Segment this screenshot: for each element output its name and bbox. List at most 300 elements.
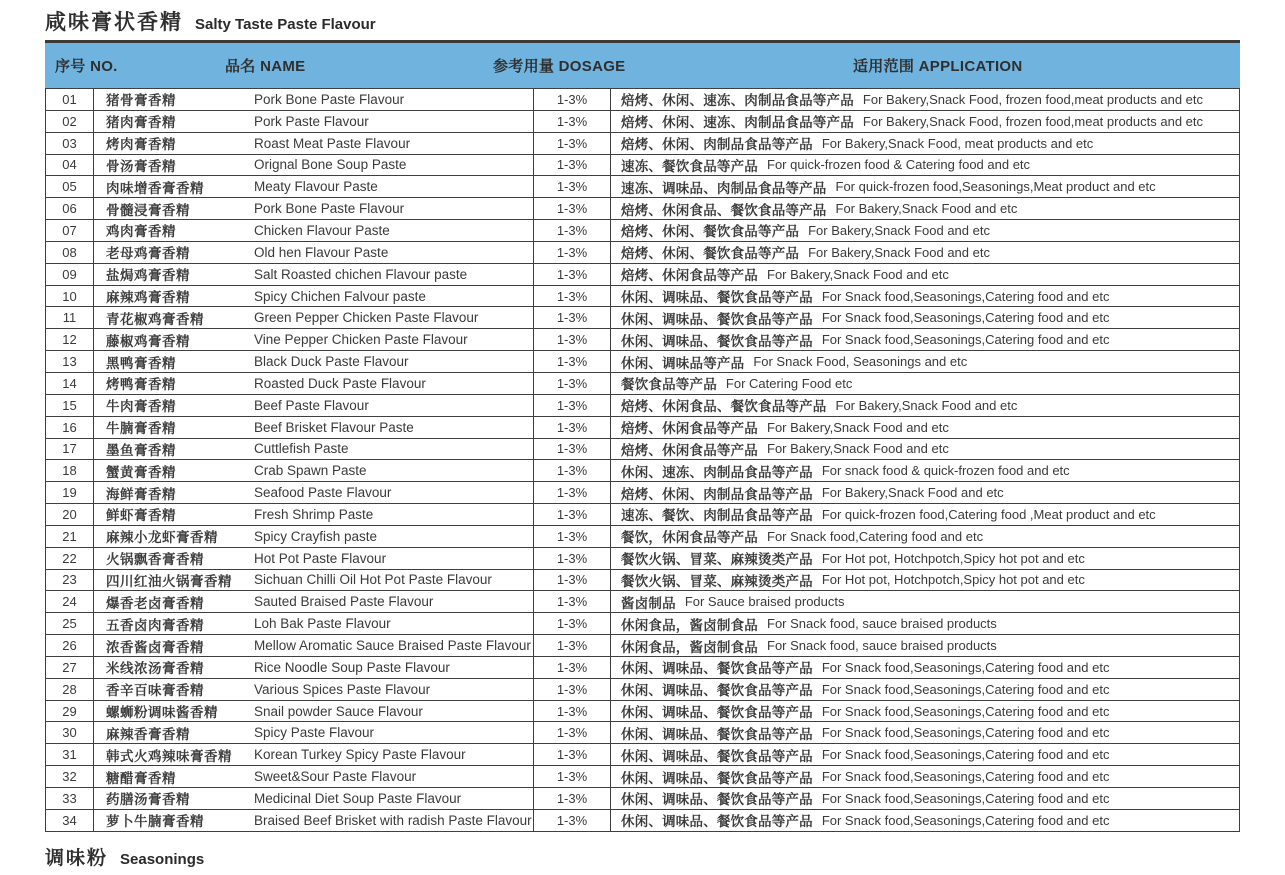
application-en: For Snack food,Seasonings,Catering food and etc: [821, 747, 1110, 763]
product-name-en: Rice Noodle Soup Paste Flavour: [254, 659, 450, 675]
application-zh: 休闲、速冻、肉制品食品等产品: [621, 464, 813, 480]
product-name-en: Pork Bone Paste Flavour: [254, 201, 405, 217]
row-number: 24: [46, 591, 94, 612]
product-name-en: Pork Paste Flavour: [254, 113, 369, 129]
product-name-en: Spicy Chichen Falvour paste: [254, 288, 426, 304]
product-name-en: Snail powder Sauce Flavour: [254, 703, 423, 719]
application-zh: 休闲食品，酱卤制食品: [621, 639, 758, 655]
next-section-title-en: Seasonings: [120, 851, 205, 868]
table-row: [46, 220, 1239, 242]
product-name-cell: [94, 504, 534, 525]
application-cell: [611, 722, 1239, 743]
product-name-cell: [94, 133, 534, 154]
application-cell: [611, 635, 1239, 656]
application-en: For Snack food,Seasonings,Catering food and etc: [821, 790, 1110, 806]
application-cell: [611, 111, 1239, 132]
application-en: For Snack food, sauce braised products: [767, 638, 997, 654]
application-en: For Bakery,Snack Food and etc: [808, 222, 990, 238]
application-zh: 休闲、调味品、餐饮食品等产品: [621, 726, 813, 742]
application-zh: 焙烤、休闲、肉制品食品等产品: [621, 486, 813, 502]
application-zh: 餐饮，休闲食品等产品: [621, 530, 758, 546]
product-name-zh: 米线浓汤膏香精: [106, 661, 204, 677]
product-name-zh: 鲜虾膏香精: [106, 508, 176, 524]
product-name-en: Salt Roasted chichen Flavour paste: [254, 266, 468, 282]
application-en: For Bakery,Snack Food and etc: [821, 485, 1004, 501]
table-row: [46, 242, 1239, 264]
product-name-en: Meaty Flavour Paste: [254, 179, 378, 195]
application-en: For quick-frozen food,Catering food ,Meat product and etc: [821, 506, 1156, 522]
row-number: 21: [46, 526, 94, 547]
row-number: 31: [46, 744, 94, 765]
product-name-en: Seafood Paste Flavour: [254, 485, 392, 501]
table-row: [46, 679, 1239, 701]
product-name-cell: [94, 701, 534, 722]
product-name-en: Braised Beef Brisket with radish Paste Flavour: [254, 812, 532, 828]
row-number: 08: [46, 242, 94, 263]
application-cell: [611, 591, 1239, 612]
product-name-en: Various Spices Paste Flavour: [254, 681, 431, 697]
application-cell: [611, 417, 1239, 438]
row-number: 28: [46, 679, 94, 700]
table-row: [46, 613, 1239, 635]
table-row: [46, 111, 1239, 133]
application-zh: 速冻、餐饮、肉制品食品等产品: [621, 508, 813, 524]
application-en: For Bakery,Snack Food, frozen food,meat products and etc: [862, 113, 1204, 129]
dosage-value: 1-3%: [534, 548, 611, 569]
product-name-cell: [94, 657, 534, 678]
application-en: For Hot pot, Hotchpotch,Spicy hot pot and etc: [821, 550, 1085, 566]
row-number: 15: [46, 395, 94, 416]
table-row: [46, 176, 1239, 198]
product-name-cell: [94, 570, 534, 591]
application-cell: [611, 548, 1239, 569]
product-name-cell: [94, 220, 534, 241]
product-name-zh: 螺蛳粉调味酱香精: [106, 705, 218, 721]
product-name-en: Green Pepper Chicken Paste Flavour: [254, 310, 479, 326]
dosage-value: 1-3%: [534, 351, 611, 372]
application-cell: [611, 744, 1239, 765]
next-section-title-zh: 调味粉: [45, 848, 109, 869]
dosage-value: 1-3%: [534, 766, 611, 787]
application-zh: 焙烤、休闲、速冻、肉制品食品等产品: [621, 93, 854, 109]
product-name-cell: [94, 155, 534, 176]
application-zh: 休闲食品，酱卤制食品: [621, 617, 758, 633]
product-name-cell: [94, 679, 534, 700]
product-name-en: Loh Bak Paste Flavour: [254, 616, 391, 632]
row-number: 19: [46, 482, 94, 503]
application-en: For Snack food,Seasonings,Catering food and etc: [821, 725, 1110, 741]
dosage-value: 1-3%: [534, 460, 611, 481]
table-row: [46, 395, 1239, 417]
application-en: For Snack food,Catering food and etc: [767, 528, 984, 544]
product-name-zh: 药膳汤膏香精: [106, 792, 190, 808]
product-name-zh: 猪骨膏香精: [106, 93, 176, 109]
product-name-en: Vine Pepper Chicken Paste Flavour: [254, 332, 468, 348]
product-name-cell: [94, 744, 534, 765]
product-name-zh: 韩式火鸡辣味膏香精: [106, 748, 232, 764]
product-name-zh: 青花椒鸡膏香精: [106, 311, 204, 327]
application-zh: 休闲、调味品、餐饮食品等产品: [621, 290, 813, 306]
product-name-zh: 骨髓浸膏香精: [106, 202, 190, 218]
table-row: [46, 591, 1239, 613]
application-zh: 焙烤、休闲、餐饮食品等产品: [621, 224, 800, 240]
application-en: For Snack food,Seasonings,Catering food and etc: [821, 659, 1110, 675]
page-title: [45, 6, 376, 36]
application-zh: 焙烤、休闲食品等产品: [621, 268, 758, 284]
application-en: For Hot pot, Hotchpotch,Spicy hot pot and etc: [821, 572, 1085, 588]
product-name-cell: [94, 395, 534, 416]
application-cell: [611, 264, 1239, 285]
application-en: For Bakery,Snack Food and etc: [835, 201, 1018, 217]
application-en: For Snack Food, Seasonings and etc: [753, 354, 968, 370]
dosage-value: 1-3%: [534, 744, 611, 765]
application-cell: [611, 351, 1239, 372]
row-number: 20: [46, 504, 94, 525]
product-name-cell: [94, 286, 534, 307]
application-cell: [611, 133, 1239, 154]
product-name-zh: 藤椒鸡膏香精: [106, 333, 190, 349]
product-name-zh: 爆香老卤膏香精: [106, 595, 204, 611]
application-en: For snack food & quick-frozen food and etc: [821, 463, 1070, 479]
application-cell: [611, 373, 1239, 394]
product-name-en: Black Duck Paste Flavour: [254, 354, 409, 370]
table-header: [45, 43, 1240, 88]
product-name-cell: [94, 176, 534, 197]
dosage-value: 1-3%: [534, 198, 611, 219]
application-cell: [611, 526, 1239, 547]
application-cell: [611, 220, 1239, 241]
row-number: 30: [46, 722, 94, 743]
product-name-en: Korean Turkey Spicy Paste Flavour: [254, 747, 466, 763]
product-name-en: Beef Paste Flavour: [254, 397, 369, 413]
application-zh: 休闲、调味品、餐饮食品等产品: [621, 748, 813, 764]
product-name-zh: 烤肉膏香精: [106, 137, 176, 153]
product-name-zh: 牛腩膏香精: [106, 421, 176, 437]
application-cell: [611, 329, 1239, 350]
product-name-cell: [94, 810, 534, 831]
dosage-value: 1-3%: [534, 526, 611, 547]
table-row: [46, 570, 1239, 592]
application-zh: 焙烤、休闲、餐饮食品等产品: [621, 246, 800, 262]
dosage-value: 1-3%: [534, 395, 611, 416]
dosage-value: 1-3%: [534, 329, 611, 350]
application-zh: 休闲、调味品、餐饮食品等产品: [621, 770, 813, 786]
table-row: [46, 810, 1239, 832]
product-name-en: Chicken Flavour Paste: [254, 222, 390, 238]
application-cell: [611, 570, 1239, 591]
product-name-zh: 鸡肉膏香精: [106, 224, 176, 240]
dosage-value: 1-3%: [534, 89, 611, 110]
row-number: 23: [46, 570, 94, 591]
product-name-zh: 麻辣鸡膏香精: [106, 290, 190, 306]
row-number: 05: [46, 176, 94, 197]
product-name-en: Cuttlefish Paste: [254, 441, 349, 457]
product-name-en: Sweet&Sour Paste Flavour: [254, 769, 417, 785]
header-no: 序号 NO.: [55, 58, 118, 75]
product-name-zh: 黑鸭膏香精: [106, 355, 176, 371]
dosage-value: 1-3%: [534, 482, 611, 503]
application-cell: [611, 242, 1239, 263]
product-name-zh: 蟹黄膏香精: [106, 464, 176, 480]
application-zh: 休闲、调味品、餐饮食品等产品: [621, 705, 813, 721]
product-name-zh: 萝卜牛腩膏香精: [106, 814, 204, 830]
dosage-value: 1-3%: [534, 591, 611, 612]
page-title-en: Salty Taste Paste Flavour: [195, 16, 376, 33]
product-name-cell: [94, 766, 534, 787]
row-number: 01: [46, 89, 94, 110]
product-table: [45, 40, 1240, 832]
product-name-zh: 海鲜膏香精: [106, 486, 176, 502]
application-cell: [611, 460, 1239, 481]
product-name-cell: [94, 635, 534, 656]
application-cell: [611, 307, 1239, 328]
dosage-value: 1-3%: [534, 133, 611, 154]
application-en: For Bakery,Snack Food, frozen food,meat products and etc: [862, 91, 1204, 107]
table-row: [46, 286, 1239, 308]
row-number: 17: [46, 439, 94, 460]
row-number: 18: [46, 460, 94, 481]
product-name-en: Roast Meat Paste Flavour: [254, 135, 411, 151]
application-zh: 休闲、调味品、餐饮食品等产品: [621, 333, 813, 349]
table-row: [46, 439, 1239, 461]
application-cell: [611, 766, 1239, 787]
row-number: 06: [46, 198, 94, 219]
table-row: [46, 460, 1239, 482]
application-en: For Snack food,Seasonings,Catering food and etc: [821, 332, 1110, 348]
application-cell: [611, 482, 1239, 503]
product-name-en: Orignal Bone Soup Paste: [254, 157, 407, 173]
dosage-value: 1-3%: [534, 176, 611, 197]
application-zh: 休闲、调味品、餐饮食品等产品: [621, 311, 813, 327]
table-row: [46, 657, 1239, 679]
product-name-en: Crab Spawn Paste: [254, 463, 367, 479]
application-en: For Sauce braised products: [684, 594, 845, 610]
header-application: 适用范围 APPLICATION: [853, 58, 1023, 75]
dosage-value: 1-3%: [534, 635, 611, 656]
product-name-en: Beef Brisket Flavour Paste: [254, 419, 414, 435]
product-name-en: Old hen Flavour Paste: [254, 244, 389, 260]
dosage-value: 1-3%: [534, 657, 611, 678]
product-name-zh: 烤鸭膏香精: [106, 377, 176, 393]
table-row: [46, 482, 1239, 504]
product-name-zh: 火锅飘香膏香精: [106, 552, 204, 568]
product-name-cell: [94, 417, 534, 438]
application-en: For Snack food,Seasonings,Catering food and etc: [821, 812, 1110, 828]
dosage-value: 1-3%: [534, 722, 611, 743]
row-number: 12: [46, 329, 94, 350]
table-row: [46, 744, 1239, 766]
product-name-zh: 糖醋膏香精: [106, 770, 176, 786]
dosage-value: 1-3%: [534, 788, 611, 809]
product-name-zh: 猪肉膏香精: [106, 115, 176, 131]
table-row: [46, 548, 1239, 570]
application-cell: [611, 198, 1239, 219]
row-number: 16: [46, 417, 94, 438]
product-name-en: Pork Bone Paste Flavour: [254, 91, 405, 107]
product-name-cell: [94, 351, 534, 372]
application-en: For Snack food, sauce braised products: [767, 616, 997, 632]
application-en: For Bakery,Snack Food and etc: [835, 397, 1018, 413]
table-row: [46, 133, 1239, 155]
header-name: 品名 NAME: [225, 58, 306, 75]
product-name-zh: 香辛百味膏香精: [106, 683, 204, 699]
application-cell: [611, 679, 1239, 700]
product-name-cell: [94, 613, 534, 634]
table-row: [46, 89, 1239, 111]
row-number: 34: [46, 810, 94, 831]
product-name-cell: [94, 198, 534, 219]
product-name-zh: 五香卤肉膏香精: [106, 617, 204, 633]
product-name-zh: 墨鱼膏香精: [106, 442, 176, 458]
application-zh: 焙烤、休闲食品、餐饮食品等产品: [621, 399, 827, 415]
table-row: [46, 198, 1239, 220]
product-name-cell: [94, 439, 534, 460]
table-row: [46, 329, 1239, 351]
dosage-value: 1-3%: [534, 679, 611, 700]
application-zh: 速冻、餐饮食品等产品: [621, 158, 758, 174]
page-title-zh: 咸味膏状香精: [45, 11, 183, 34]
product-name-en: Mellow Aromatic Sauce Braised Paste Flavour: [254, 638, 531, 654]
row-number: 25: [46, 613, 94, 634]
row-number: 09: [46, 264, 94, 285]
table-row: [46, 307, 1239, 329]
application-zh: 餐饮火锅、冒菜、麻辣烫类产品: [621, 552, 813, 568]
application-cell: [611, 701, 1239, 722]
row-number: 07: [46, 220, 94, 241]
table-row: [46, 788, 1239, 810]
row-number: 26: [46, 635, 94, 656]
row-number: 27: [46, 657, 94, 678]
dosage-value: 1-3%: [534, 220, 611, 241]
application-cell: [611, 89, 1239, 110]
application-zh: 焙烤、休闲食品等产品: [621, 442, 758, 458]
application-en: For Bakery,Snack Food and etc: [767, 419, 949, 435]
product-name-en: Fresh Shrimp Paste: [254, 506, 374, 522]
application-en: For Bakery,Snack Food and etc: [767, 441, 949, 457]
row-number: 33: [46, 788, 94, 809]
application-cell: [611, 657, 1239, 678]
application-cell: [611, 613, 1239, 634]
product-name-cell: [94, 788, 534, 809]
row-number: 04: [46, 155, 94, 176]
application-en: For quick-frozen food & Catering food and etc: [767, 157, 1031, 173]
table-row: [46, 417, 1239, 439]
product-name-cell: [94, 722, 534, 743]
application-zh: 焙烤、休闲、肉制品食品等产品: [621, 137, 813, 153]
application-cell: [611, 155, 1239, 176]
application-en: For quick-frozen food,Seasonings,Meat product and etc: [835, 179, 1156, 195]
product-name-en: Spicy Paste Flavour: [254, 725, 375, 741]
product-name-cell: [94, 264, 534, 285]
product-name-en: Medicinal Diet Soup Paste Flavour: [254, 790, 462, 806]
application-cell: [611, 439, 1239, 460]
application-zh: 速冻、调味品、肉制品食品等产品: [621, 180, 827, 196]
next-section-title: [45, 843, 204, 870]
application-en: For Snack food,Seasonings,Catering food and etc: [821, 769, 1110, 785]
table-row: [46, 264, 1239, 286]
product-name-cell: [94, 548, 534, 569]
application-zh: 焙烤、休闲食品、餐饮食品等产品: [621, 202, 827, 218]
application-cell: [611, 788, 1239, 809]
row-number: 13: [46, 351, 94, 372]
application-en: For Snack food,Seasonings,Catering food and etc: [821, 703, 1110, 719]
product-name-cell: [94, 307, 534, 328]
row-number: 10: [46, 286, 94, 307]
application-zh: 焙烤、休闲食品等产品: [621, 421, 758, 437]
product-name-zh: 肉味增香膏香精: [106, 180, 204, 196]
application-zh: 休闲、调味品、餐饮食品等产品: [621, 792, 813, 808]
row-number: 03: [46, 133, 94, 154]
application-en: For Bakery,Snack Food, meat products and etc: [821, 135, 1094, 151]
application-cell: [611, 504, 1239, 525]
dosage-value: 1-3%: [534, 570, 611, 591]
dosage-value: 1-3%: [534, 613, 611, 634]
table-row: [46, 635, 1239, 657]
row-number: 02: [46, 111, 94, 132]
product-name-cell: [94, 111, 534, 132]
table-row: [46, 373, 1239, 395]
row-number: 11: [46, 307, 94, 328]
application-zh: 休闲、调味品、餐饮食品等产品: [621, 683, 813, 699]
product-name-en: Hot Pot Paste Flavour: [254, 550, 387, 566]
table-row: [46, 351, 1239, 373]
header-dosage: 参考用量 DOSAGE: [493, 58, 626, 75]
dosage-value: 1-3%: [534, 417, 611, 438]
application-en: For Snack food,Seasonings,Catering food and etc: [821, 288, 1110, 304]
product-name-en: Sichuan Chilli Oil Hot Pot Paste Flavour: [254, 572, 492, 588]
dosage-value: 1-3%: [534, 439, 611, 460]
product-name-zh: 麻辣小龙虾膏香精: [106, 530, 218, 546]
dosage-value: 1-3%: [534, 504, 611, 525]
product-name-cell: [94, 460, 534, 481]
product-name-zh: 老母鸡膏香精: [106, 246, 190, 262]
application-en: For Snack food,Seasonings,Catering food and etc: [821, 310, 1110, 326]
application-zh: 餐饮火锅、冒菜、麻辣烫类产品: [621, 573, 813, 589]
product-name-cell: [94, 373, 534, 394]
dosage-value: 1-3%: [534, 307, 611, 328]
table-row: [46, 526, 1239, 548]
application-cell: [611, 395, 1239, 416]
application-cell: [611, 810, 1239, 831]
table-row: [46, 504, 1239, 526]
dosage-value: 1-3%: [534, 242, 611, 263]
application-zh: 酱卤制品: [621, 595, 676, 611]
table-row: [46, 722, 1239, 744]
product-name-en: Roasted Duck Paste Flavour: [254, 375, 426, 391]
dosage-value: 1-3%: [534, 373, 611, 394]
product-name-zh: 浓香酱卤膏香精: [106, 639, 204, 655]
table-row: [46, 155, 1239, 177]
table-body: [45, 88, 1240, 832]
product-name-zh: 牛肉膏香精: [106, 399, 176, 415]
product-name-cell: [94, 482, 534, 503]
table-row: [46, 701, 1239, 723]
row-number: 29: [46, 701, 94, 722]
application-zh: 休闲、调味品、餐饮食品等产品: [621, 814, 813, 830]
product-name-zh: 骨汤膏香精: [106, 158, 176, 174]
product-name-zh: 麻辣香膏香精: [106, 726, 190, 742]
application-zh: 休闲、调味品等产品: [621, 355, 745, 371]
dosage-value: 1-3%: [534, 286, 611, 307]
application-zh: 焙烤、休闲、速冻、肉制品食品等产品: [621, 115, 854, 131]
application-en: For Bakery,Snack Food and etc: [808, 244, 990, 260]
product-name-cell: [94, 89, 534, 110]
dosage-value: 1-3%: [534, 111, 611, 132]
application-zh: 餐饮食品等产品: [621, 377, 717, 393]
dosage-value: 1-3%: [534, 155, 611, 176]
row-number: 32: [46, 766, 94, 787]
product-name-cell: [94, 329, 534, 350]
